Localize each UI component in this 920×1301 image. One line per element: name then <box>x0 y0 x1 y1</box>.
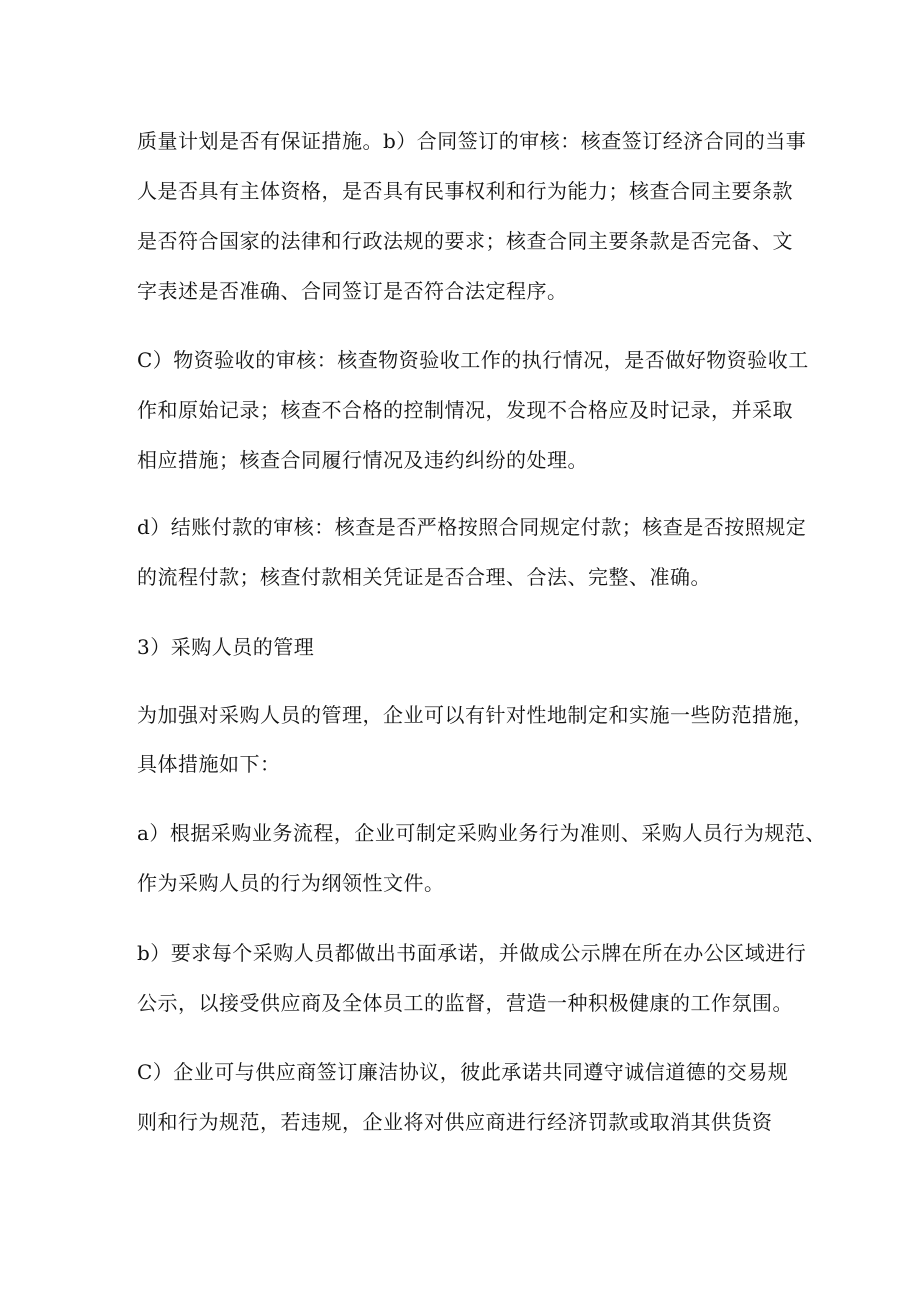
text-line: 作和原始记录；核查不合格的控制情况，发现不合格应及时记录，并采取 <box>137 398 793 422</box>
text-line: b）要求每个采购人员都做出书面承诺，并做成公示牌在所在办公区域进行 <box>137 941 807 965</box>
text-line: 是否符合国家的法律和行政法规的要求；核查合同主要条款是否完备、文 <box>137 229 793 253</box>
text-line: 为加强对采购人员的管理，企业可以有针对性地制定和实施一些防范措施， <box>137 703 814 727</box>
text-line: 公示，以接受供应商及全体员工的监督，营造一种积极健康的工作氛围。 <box>137 991 793 1015</box>
text-line: 字表述是否准确、合同签订是否符合法定程序。 <box>137 279 568 303</box>
text-line: 人是否具有主体资格，是否具有民事权利和行为能力；核查合同主要条款 <box>137 179 793 203</box>
text-line: 则和行为规范，若违规，企业将对供应商进行经济罚款或取消其供货资 <box>137 1110 773 1134</box>
text-line: 的流程付款；核查付款相关凭证是否合理、合法、完整、准确。 <box>137 565 711 589</box>
text-line: 具体措施如下： <box>137 752 281 776</box>
section-heading: 3）采购人员的管理 <box>137 635 315 659</box>
text-line: a）根据采购业务流程，企业可制定采购业务行为准则、采购人员行为规范、 <box>137 821 826 845</box>
text-line: d）结账付款的审核：核查是否严格按照合同规定付款；核查是否按照规定 <box>137 515 807 539</box>
text-line: 作为采购人员的行为纲领性文件。 <box>137 871 445 895</box>
text-line: 质量计划是否有保证措施。b）合同签订的审核：核查签订经济合同的当事 <box>137 129 807 153</box>
text-line: C）企业可与供应商签订廉洁协议，彼此承诺共同遵守诚信道德的交易规 <box>137 1060 789 1084</box>
text-line: C）物资验收的审核：核查物资验收工作的执行情况，是否做好物资验收工 <box>137 348 809 372</box>
text-line: 相应措施；核查合同履行情况及违约纠纷的处理。 <box>137 448 588 472</box>
